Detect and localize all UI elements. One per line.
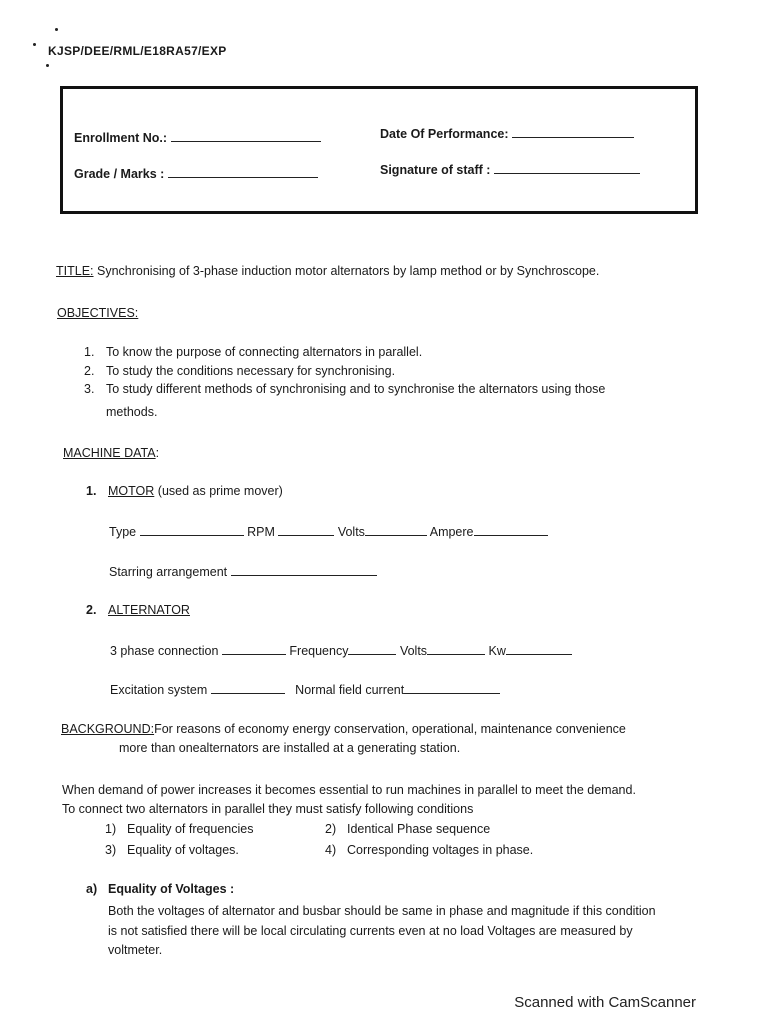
scan-speck [46, 64, 49, 67]
paragraph-line-1: When demand of power increases it becomes essential to run machines in parallel to meet the demand. [62, 783, 636, 797]
grade-label: Grade / Marks : [74, 167, 165, 181]
title-text: Synchronising of 3-phase induction motor alternators by lamp method or by Synchroscope. [97, 264, 600, 278]
enrollment-field [74, 130, 321, 145]
scan-speck [33, 43, 36, 46]
background-line-1: BACKGROUND:For reasons of economy energy conservation, operational, maintenance convenience [61, 722, 626, 736]
date-label: Date Of Performance: [380, 127, 509, 141]
document-code: KJSP/DEE/RML/E18RA57/EXP [48, 44, 227, 58]
motor-heading: 1. MOTOR (used as prime mover) [86, 484, 283, 498]
equality-line-2: is not satisfied there will be local circulating currents even at no load Voltages are measured by [108, 924, 633, 938]
grade-blank [168, 166, 318, 178]
objective-item: 2. To study the conditions necessary for synchronising. [84, 364, 396, 378]
objective-item-continuation: methods. [106, 405, 158, 419]
equality-line-3: voltmeter. [108, 943, 163, 957]
date-field [380, 126, 634, 141]
condition-item: 4) Corresponding voltages in phase. [325, 843, 534, 857]
equality-line-1: Both the voltages of alternator and busbar should be same in phase and magnitude if this condition [108, 904, 656, 918]
equality-heading: a) Equality of Voltages : [86, 882, 235, 896]
condition-item: 3) Equality of voltages. [105, 843, 239, 857]
enrollment-label: Enrollment No.: [74, 131, 168, 145]
alternator-specs-row: 3 phase connection Frequency Volts Kw [110, 643, 572, 658]
signature-field [380, 162, 640, 177]
starting-arrangement-row: Starring arrangement [109, 564, 377, 579]
motor-specs-row: Type RPM Volts Ampere [109, 524, 548, 539]
objective-item: 1. To know the purpose of connecting alternators in parallel. [84, 345, 423, 359]
signature-label: Signature of staff : [380, 163, 491, 177]
title-label: TITLE: [56, 264, 94, 278]
condition-item: 1) Equality of frequencies [105, 822, 254, 836]
grade-field [74, 166, 318, 181]
excitation-row: Excitation system Normal field current [110, 682, 500, 697]
enrollment-blank [171, 130, 321, 142]
scanner-watermark: Scanned with CamScanner [514, 994, 696, 1011]
title-line [56, 264, 599, 278]
objective-item: 3. To study different methods of synchronising and to synchronise the alternators using those [84, 382, 606, 396]
signature-blank [494, 162, 640, 174]
scan-speck [55, 28, 58, 31]
background-line-2: more than onealternators are installed at a generating station. [119, 741, 461, 755]
paragraph-line-2: To connect two alternators in parallel they must satisfy following conditions [62, 802, 474, 816]
date-blank [512, 126, 634, 138]
alternator-heading: 2. ALTERNATOR [86, 603, 190, 617]
machine-data-heading: MACHINE DATA: [63, 446, 160, 460]
objectives-heading: OBJECTIVES: [57, 306, 139, 320]
header-box [60, 86, 698, 214]
condition-item: 2) Identical Phase sequence [325, 822, 491, 836]
